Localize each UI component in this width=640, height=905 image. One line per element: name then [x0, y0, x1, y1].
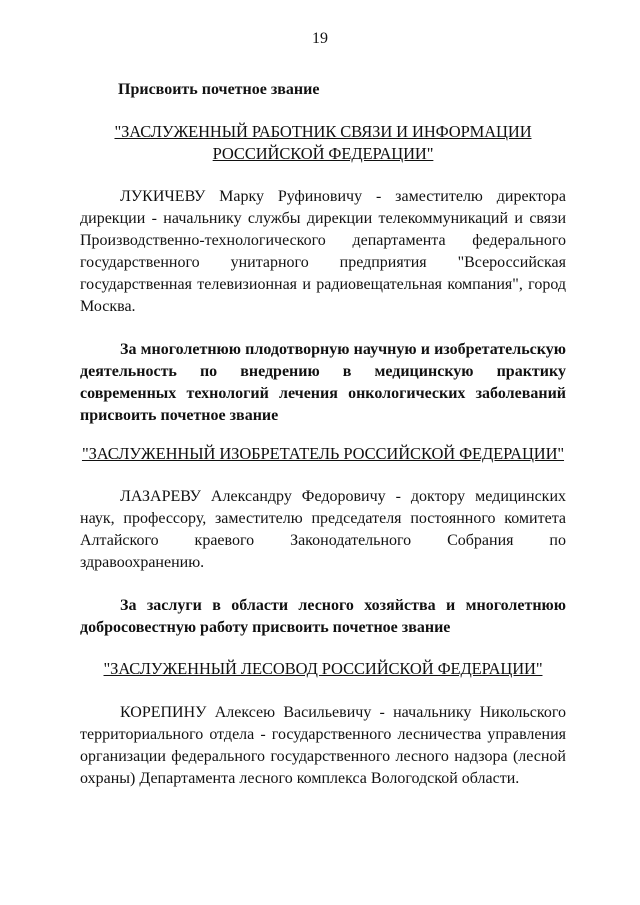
section2-person: ЛАЗАРЕВУ Александру Федоровичу - доктору медицинских наук, профессору, заместителю председателя постоянного комитета Алтайского краевого Законодательного Собрания по здравоохранению.: [80, 488, 566, 571]
section3-title: "ЗАСЛУЖЕННЫЙ ЛЕСОВОД РОССИЙСКОЙ ФЕДЕРАЦИИ": [103, 659, 543, 678]
page-number: 19: [312, 30, 328, 47]
section3-person: КОРЕПИНУ Алексею Васильевичу - начальнику Никольского территориального отдела - государственного лесничества управления организации федерального государственного лесного надзора (лесной охраны) Департамента лесного комплекса Вологодской области.: [80, 704, 566, 787]
section1-heading: Присвоить почетное звание: [118, 81, 320, 98]
section1-title-line2: РОССИЙСКОЙ ФЕДЕРАЦИИ": [212, 144, 434, 163]
section3-heading: За заслуги в области лесного хозяйства и многолетнюю добросовестную работу присвоить почетное звание: [80, 597, 566, 636]
section1-person: ЛУКИЧЕВУ Марку Руфиновичу - заместителю директора дирекции - начальнику службы дирекции телекоммуникаций и связи Производственно-технологического департамента федерального государственного унитарного предприятия "Всероссийская государственная телевизионная и радиовещательная компания", город Москва.: [80, 188, 566, 315]
section2-title: "ЗАСЛУЖЕННЫЙ ИЗОБРЕТАТЕЛЬ РОССИЙСКОЙ ФЕДЕРАЦИИ": [81, 444, 565, 463]
section1-title-line1: "ЗАСЛУЖЕННЫЙ РАБОТНИК СВЯЗИ И ИНФОРМАЦИИ: [114, 122, 532, 141]
section2-heading: За многолетнюю плодотворную научную и изобретательскую деятельность по внедрению в медицинскую практику современных технологий лечения онкологических заболеваний присвоить почетное звание: [80, 341, 566, 424]
